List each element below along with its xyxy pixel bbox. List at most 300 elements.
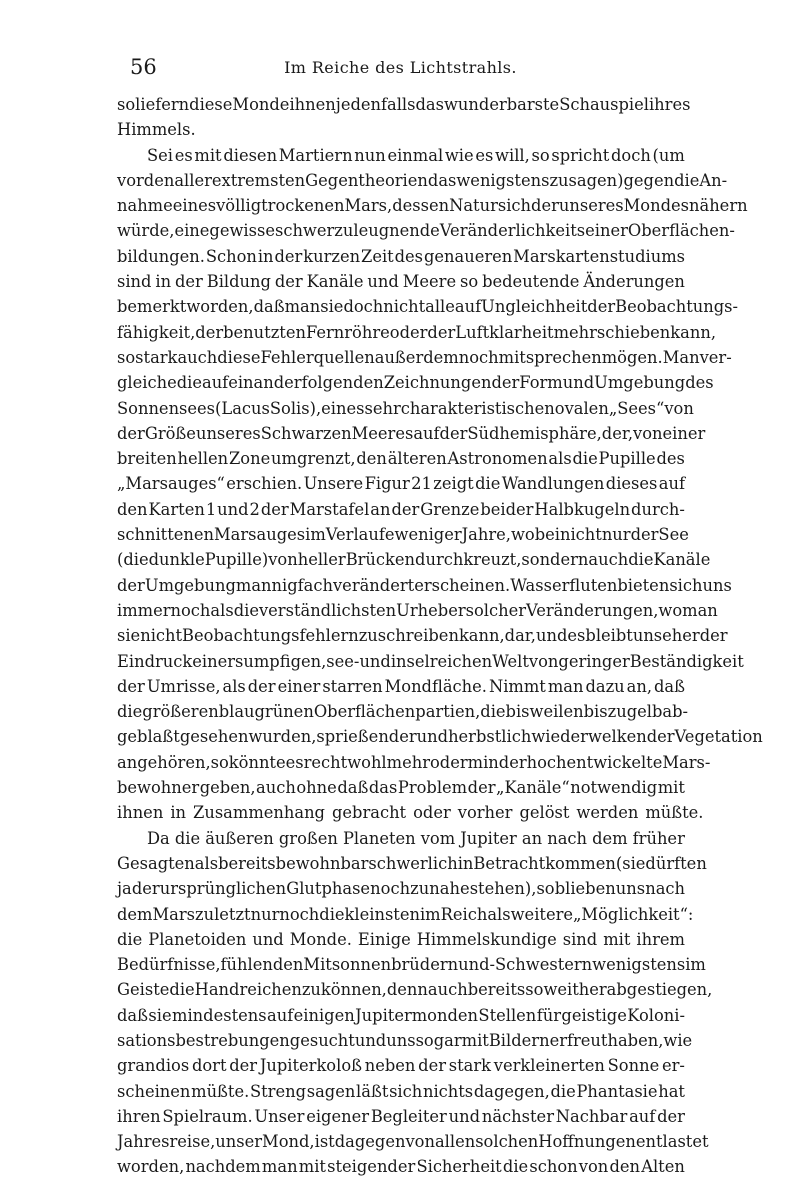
word: als — [194, 853, 219, 873]
word: der — [467, 778, 496, 798]
word: der — [131, 879, 160, 899]
word: mannigfach — [235, 575, 333, 595]
word: Jupitermonden — [355, 1005, 479, 1025]
word: oder — [413, 803, 451, 823]
text-line — [117, 699, 689, 724]
word: einmal — [387, 145, 444, 165]
word: dieses — [605, 474, 658, 494]
word: „Kanäle“ — [496, 778, 570, 798]
word: dazu — [585, 676, 625, 696]
text-line — [117, 876, 685, 901]
word: Pupille — [598, 449, 656, 469]
word: beider — [480, 499, 534, 519]
word: sich — [389, 1081, 423, 1101]
word: nahe — [429, 879, 470, 899]
word: Zeit — [361, 246, 394, 266]
word: sie — [148, 1005, 172, 1025]
word: Veränderlichkeit — [439, 221, 577, 241]
word: Umgebung — [144, 575, 236, 595]
word: diese — [217, 347, 261, 367]
text-line — [117, 143, 685, 168]
word: Änderungen — [583, 272, 685, 292]
word: uns — [615, 879, 646, 899]
word: Mond, — [262, 1132, 315, 1152]
word: auf — [629, 1106, 656, 1126]
word: schwer — [274, 221, 335, 241]
word: will, — [495, 145, 530, 165]
word: und — [217, 499, 249, 519]
word: der — [274, 272, 303, 292]
text-line — [117, 320, 717, 345]
word: es — [475, 145, 494, 165]
word: die — [628, 550, 654, 570]
word: nachdem — [185, 1157, 261, 1177]
text-line — [117, 952, 706, 977]
word: leugnende — [353, 221, 440, 241]
word: oder — [429, 752, 468, 772]
word: Luftklarheit — [455, 322, 554, 342]
word: Umrisse, — [146, 676, 221, 696]
word: geblaßt — [117, 727, 180, 747]
word: einer — [192, 651, 236, 671]
word: eine — [174, 221, 210, 241]
word: es — [285, 752, 304, 772]
word: Wasserfluten — [510, 575, 618, 595]
word: steigender — [327, 1157, 416, 1177]
word: einer — [277, 676, 321, 696]
text-line — [117, 826, 685, 851]
word: see- — [326, 651, 360, 671]
word: nicht — [383, 297, 426, 317]
word: und — [359, 651, 391, 671]
word: sehr — [364, 398, 401, 418]
word: von — [578, 1157, 609, 1177]
word: weitere — [510, 904, 573, 924]
word: wo — [658, 600, 683, 620]
word: hat — [658, 1081, 685, 1101]
word: Jupiter — [460, 828, 517, 848]
word: ja — [117, 879, 132, 899]
word: würde, — [117, 221, 175, 241]
word: der, — [601, 423, 634, 443]
word: Schauspiel — [559, 95, 649, 114]
word: sondern — [521, 550, 589, 570]
word: unser — [215, 1132, 263, 1152]
word: Solis), — [269, 398, 322, 418]
text-line — [117, 497, 685, 522]
word: fähigkeit, — [117, 322, 196, 342]
word: daß — [653, 676, 685, 696]
body-text — [117, 92, 763, 1180]
word: großen — [278, 828, 338, 848]
word: die — [176, 373, 202, 393]
word: der — [491, 373, 520, 393]
word: Nachbar — [555, 1106, 628, 1126]
word: Sonnensees — [117, 398, 216, 418]
word: die — [117, 702, 143, 722]
word: worden, — [186, 297, 254, 317]
word: Marstafel — [289, 499, 370, 519]
word: läßt — [356, 1081, 389, 1101]
word: inselreichen — [390, 651, 493, 671]
word: Pupille) — [204, 550, 269, 570]
word: einigen — [293, 1005, 355, 1025]
text-line — [117, 168, 728, 193]
word: schnittenen — [117, 525, 214, 545]
word: allerextremsten — [174, 170, 306, 190]
word: seiner — [576, 221, 628, 241]
word: vor — [117, 170, 144, 190]
word: den — [117, 499, 148, 519]
word: nähern — [689, 196, 748, 216]
word: schwerlich — [368, 853, 458, 873]
word: bewohner — [117, 778, 200, 798]
word: charakteristischen — [400, 398, 555, 418]
word: oder — [389, 322, 428, 342]
word: der — [260, 499, 289, 519]
word: der — [699, 626, 728, 646]
word: des — [685, 373, 714, 393]
word: aufeinanderfolgenden — [201, 373, 384, 393]
word: Reich — [440, 904, 488, 924]
word: eines — [172, 196, 217, 216]
word: sprießender — [316, 727, 417, 747]
word: Monde. — [289, 929, 352, 949]
word: „Möglichkeit“: — [573, 904, 694, 924]
word: kleinsten — [344, 904, 420, 924]
word: Astronomen — [447, 449, 548, 469]
word: und — [535, 626, 568, 646]
word: es — [174, 145, 193, 165]
text-line — [117, 851, 707, 876]
word: der — [630, 525, 659, 545]
word: zuschreiben — [358, 626, 459, 646]
word: Bildung — [206, 272, 271, 292]
word: die — [174, 828, 201, 848]
word: kurzen — [303, 246, 361, 266]
word: der — [117, 575, 145, 595]
word: jedenfalls — [335, 95, 416, 114]
word: mit — [461, 1030, 489, 1050]
word: in — [155, 272, 172, 292]
word: Fernröhre — [305, 322, 390, 342]
word: die — [480, 702, 506, 722]
word: die — [233, 600, 259, 620]
text-line — [117, 775, 685, 800]
word: Beständigkeit — [629, 651, 744, 671]
word: benutzten — [223, 322, 306, 342]
word: Geiste — [117, 980, 170, 1000]
word: Man — [662, 347, 700, 367]
word: und — [448, 1106, 481, 1126]
word: der — [229, 1056, 258, 1076]
word: der — [117, 676, 145, 696]
word: Unser — [254, 1106, 305, 1126]
word: bewohnbar — [275, 853, 369, 873]
word: Glutphase — [286, 879, 371, 899]
word: alle — [425, 297, 455, 317]
word: von — [633, 423, 663, 443]
word: kommen — [545, 853, 616, 873]
text-line — [117, 649, 744, 674]
word: Oberflächenpartien, — [313, 702, 481, 722]
word: blieben — [554, 879, 616, 899]
word: schon — [529, 1157, 578, 1177]
word: es — [567, 626, 586, 646]
word: nahme — [117, 196, 173, 216]
text-line — [117, 522, 689, 547]
word: wurden, — [248, 727, 317, 747]
word: geistige — [561, 1005, 627, 1025]
word: nach — [547, 828, 587, 848]
word: die — [550, 1081, 576, 1101]
running-head: Im Reiche des Lichtstrahls. — [284, 58, 517, 77]
word: älteren — [387, 449, 447, 469]
word: Beobachtungs- — [615, 297, 739, 317]
word: und — [367, 272, 399, 292]
word: Kanäle — [653, 550, 711, 570]
word: Koloni- — [627, 1005, 685, 1025]
word: Schwarzen — [260, 423, 352, 443]
word: „Sees“ — [608, 398, 665, 418]
word: zu — [410, 879, 430, 899]
word: Stellen — [478, 1005, 537, 1025]
word: Umgebung — [594, 373, 686, 393]
word: sind — [562, 929, 598, 949]
word: der — [195, 322, 224, 342]
word: stark — [448, 1056, 492, 1076]
text-line — [117, 902, 694, 927]
word: umgrenzt, — [271, 449, 356, 469]
word: (sie — [615, 853, 646, 873]
word: ihrem — [636, 929, 685, 949]
word: (um — [652, 145, 685, 165]
word: mit — [298, 1157, 326, 1177]
page-header — [118, 55, 683, 83]
word: wie — [444, 145, 474, 165]
word: der — [439, 423, 468, 443]
word: denn — [386, 980, 428, 1000]
word: die — [674, 170, 700, 190]
text-line — [117, 1129, 709, 1154]
word: wie — [663, 1030, 693, 1050]
word: nächster — [481, 1106, 554, 1126]
word: nach — [645, 879, 685, 899]
word: starren — [322, 676, 383, 696]
word: recht — [303, 752, 348, 772]
word: dar, — [504, 626, 536, 646]
word: dunkle — [148, 550, 205, 570]
word: in — [170, 803, 187, 823]
word: auf — [413, 423, 440, 443]
word: Karten — [148, 499, 205, 519]
text-line — [117, 1003, 685, 1028]
word: gelb — [626, 702, 663, 722]
word: eines — [321, 398, 365, 418]
word: und — [354, 1030, 387, 1050]
word: die — [502, 1157, 529, 1177]
word: sationsbestrebungen — [117, 1030, 290, 1050]
word: blaugrünen — [218, 702, 314, 722]
word: ihres — [648, 95, 691, 114]
word: allen — [434, 1132, 476, 1152]
word: man — [547, 676, 584, 696]
word: soweit — [525, 980, 579, 1000]
text-line — [117, 269, 685, 294]
word: eher — [662, 626, 700, 646]
word: Bedürfnisse, — [117, 955, 221, 975]
word: zu — [334, 221, 354, 241]
word: zu — [607, 702, 627, 722]
word: zeigt — [433, 474, 474, 494]
word: vorher — [457, 803, 513, 823]
word: uns — [386, 1030, 416, 1050]
word: Mars — [152, 904, 196, 924]
word: den — [356, 449, 387, 469]
text-line — [117, 92, 691, 117]
word: äußeren — [205, 828, 274, 848]
word: ihren — [117, 1106, 161, 1126]
word: bemerkt — [117, 297, 187, 317]
word: ver- — [699, 347, 732, 367]
word: ist — [314, 1132, 335, 1152]
word: Unsere — [303, 474, 364, 494]
word: müßte. — [645, 803, 704, 823]
word: ihnen — [289, 95, 336, 114]
word: könnte — [228, 752, 286, 772]
text-line — [117, 724, 763, 749]
word: und — [562, 373, 595, 393]
word: Zeichnungen — [383, 373, 492, 393]
word: und — [416, 727, 449, 747]
word: Mondfläche. — [384, 676, 487, 696]
word: diesen — [223, 145, 278, 165]
text-line — [117, 674, 685, 699]
word: neben — [364, 1056, 416, 1076]
word: sie — [117, 626, 141, 646]
word: schieben — [596, 322, 671, 342]
word: unseres — [195, 423, 261, 443]
word: Himmels. — [117, 120, 196, 140]
word: nun — [354, 145, 386, 165]
word: erscheinen. — [414, 575, 511, 595]
text-line — [117, 750, 711, 775]
text-line — [117, 977, 713, 1002]
word: sogar — [415, 1030, 462, 1050]
word: gebracht — [331, 803, 407, 823]
word: den — [143, 170, 175, 190]
word: man — [261, 1157, 298, 1177]
word: Problem — [397, 778, 468, 798]
word: dem — [117, 904, 153, 924]
word: wobei — [510, 525, 560, 545]
text-line — [117, 421, 706, 446]
word: mindestens — [172, 1005, 267, 1025]
word: trockenen — [261, 196, 345, 216]
text-line — [117, 1028, 693, 1053]
word: angehören, — [117, 752, 211, 772]
word: völlig — [216, 196, 262, 216]
word: der — [117, 423, 145, 443]
word: 1 — [205, 499, 217, 519]
word: (Lacus — [215, 398, 270, 418]
word: mehr — [386, 752, 430, 772]
word: Urheber — [396, 600, 466, 620]
word: so — [460, 272, 479, 292]
word: Halbkugeln — [534, 499, 631, 519]
word: Sonne — [607, 1056, 660, 1076]
word: Einige — [357, 929, 411, 949]
word: Mars- — [662, 752, 711, 772]
word: dürften — [645, 853, 707, 873]
word: Hand — [194, 980, 240, 1000]
text-line — [117, 598, 718, 623]
text-line — [117, 573, 732, 598]
word: „Marsauges“ — [117, 474, 225, 494]
word: sich — [497, 196, 532, 216]
text-line — [117, 800, 704, 825]
word: das — [415, 95, 444, 114]
word: herbstlich — [448, 727, 532, 747]
word: an, — [626, 676, 652, 696]
word: von — [664, 398, 694, 418]
word: mit — [657, 778, 685, 798]
word: zu — [549, 170, 569, 190]
word: notwendig — [570, 778, 658, 798]
word: doch — [610, 145, 651, 165]
word: solcher — [465, 600, 526, 620]
word: Gegentheorien — [305, 170, 428, 190]
word: Kanäle — [306, 272, 364, 292]
text-line — [117, 117, 685, 142]
word: Fehlerquellen — [260, 347, 375, 367]
text-line — [117, 1154, 685, 1179]
word: früher — [632, 828, 685, 848]
word: Spielraum. — [162, 1106, 253, 1126]
word: dagegen, — [473, 1081, 550, 1101]
word: Grenze — [420, 499, 480, 519]
word: fühlenden — [220, 955, 304, 975]
text-line — [117, 370, 714, 395]
word: so — [536, 879, 555, 899]
word: ihnen — [117, 803, 164, 823]
word: Jahresreise, — [117, 1132, 216, 1152]
word: daß — [117, 1005, 149, 1025]
word: vom — [420, 828, 456, 848]
word: müßte. — [191, 1081, 250, 1101]
word: ohne — [296, 778, 337, 798]
word: mehr — [553, 322, 597, 342]
word: nur — [601, 525, 631, 545]
word: verständlichsten — [258, 600, 397, 620]
word: als — [487, 904, 511, 924]
word: solchen — [475, 1132, 539, 1152]
word: so — [210, 752, 229, 772]
word: für — [536, 1005, 561, 1025]
word: gleiche — [117, 373, 177, 393]
word: im — [419, 904, 441, 924]
word: Da — [147, 828, 170, 848]
word: das — [368, 778, 398, 798]
word: welkender — [587, 727, 675, 747]
word: Vegetation — [674, 727, 763, 747]
word: immer — [117, 600, 171, 620]
word: als — [210, 600, 234, 620]
word: die — [572, 449, 598, 469]
word: der — [531, 196, 559, 216]
word: auch — [177, 347, 218, 367]
word: erschien. — [226, 474, 303, 494]
